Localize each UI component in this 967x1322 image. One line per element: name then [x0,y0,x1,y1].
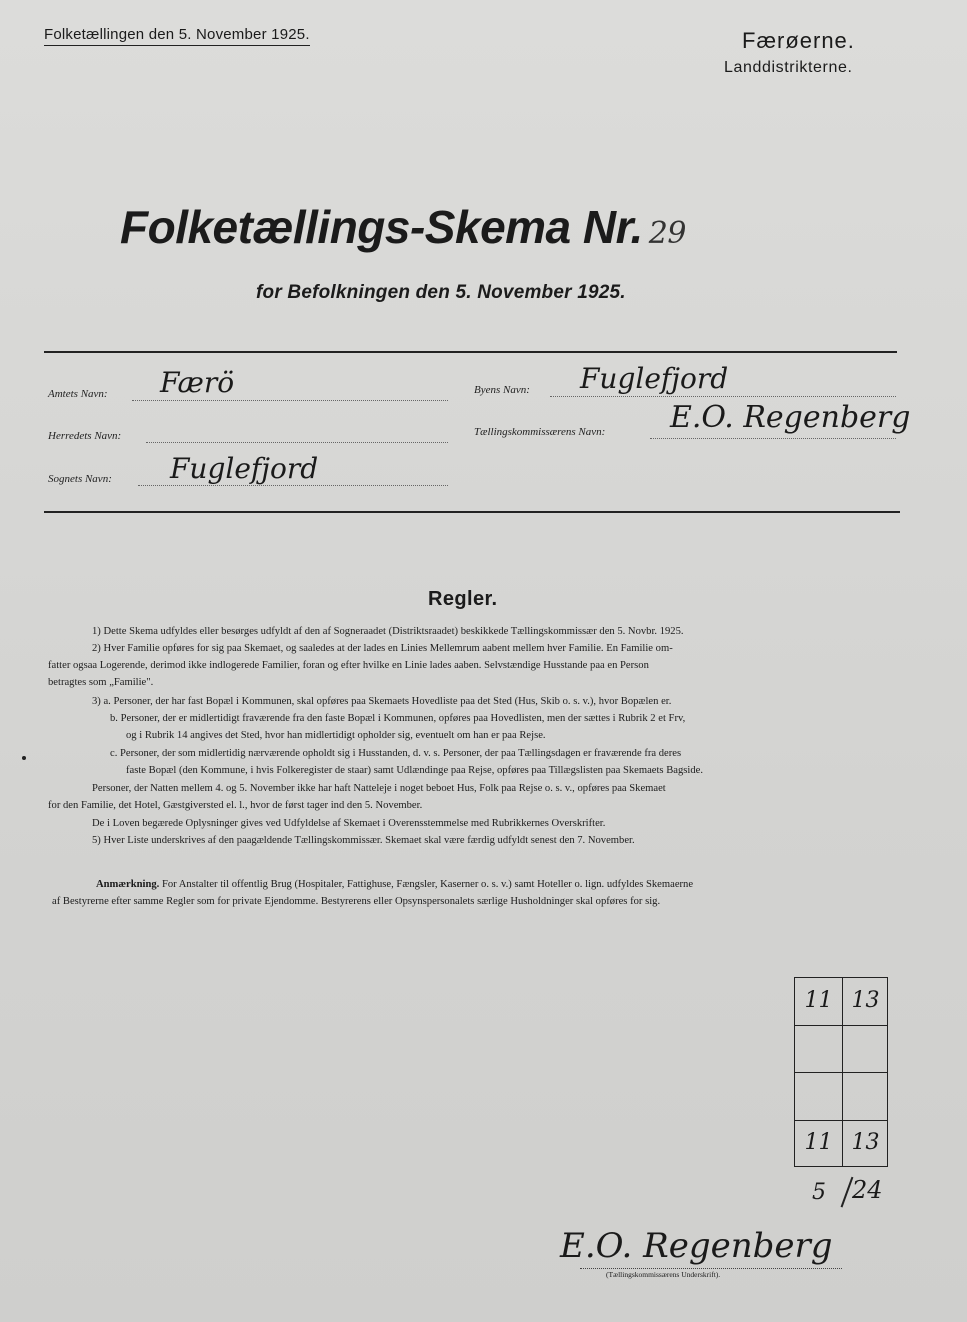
note-label: Anmærkning. [96,879,160,890]
by-label: Byens Navn: [474,384,530,396]
kommissaer-value: E.O. Regenberg [670,400,911,435]
margin-dot [22,756,26,760]
tally-row1-left: 11 [804,988,833,1013]
kommissaer-label: Tællingskommissærens Navn: [474,426,606,438]
note-text-1: For Anstalter til offentlig Brug (Hospitaler, Fattighuse, Fængsler, Kaserner o. s. v.) samt Hoteller o. lign. udfyldes Skemaerne [161,879,694,890]
rule-line-6: b. Personer, der er midlertidigt fraværende fra den faste Bopæl i Kommunen, opføres paa Hovedlisten, men der sættes i Rubrik 2 et Frv, [110,713,686,724]
rule-line-12: De i Loven begærede Oplysninger gives ved Udfyldelse af Skemaet i Overensstemmelse med Rubrikkernes Overskrifter. [92,818,606,829]
tally-total-left: 5 [812,1180,826,1205]
rule-line-3: fatter ogsaa Logerende, derimod ikke indlogerede Familier, foran og efter hvilke en Linie lades aaben. Selvstændige Husstande paa en Person [48,660,649,671]
by-line [550,396,896,397]
signature: E.O. Regenberg [560,1226,833,1266]
rule-line-7: og i Rubrik 14 angives det Sted, hvor han midlertidigt opholder sig, eventuelt om han er paa Rejse. [126,730,546,741]
top-divider [44,351,897,353]
herred-line [146,442,448,443]
tally-row-line-2 [795,1072,887,1073]
amt-line [132,400,448,401]
form-title [120,200,686,254]
by-value: Fuglefjord [580,362,729,395]
rule-line-11: for den Familie, det Hotel, Gæstgiversted el. l., hvor de først tager ind den 5. November. [48,800,423,811]
sogn-value: Fuglefjord [170,452,319,485]
tally-box [794,977,888,1167]
form-title-text: Folketællings-Skema Nr. [120,201,643,253]
sogn-label: Sognets Navn: [48,473,112,485]
subregion-title: Landdistrikterne. [724,59,853,76]
form-number: 29 [648,216,686,251]
rules-heading: Regler. [428,588,498,610]
rule-line-10: Personer, der Natten mellem 4. og 5. November ikke har haft Natteleje i noget beboet Hus, Folk paa Rejse o. s. v., opføres paa Skemaet [92,783,666,794]
region-title: Færøerne. [742,28,855,53]
rule-line-5: 3) a. Personer, der har fast Bopæl i Kommunen, skal opføres paa Skemaets Hovedliste paa det Sted (Hus, Skib o. s. v.), hvor Bopælen er. [92,696,672,707]
bottom-divider [44,511,900,513]
rule-line-13: 5) Hver Liste underskrives af den paagældende Tællingskommissær. Skemaet skal være færdig udfyldt senest den 7. November. [92,835,635,846]
rule-line-8: c. Personer, der som midlertidig nærværende opholdt sig i Husstanden, d. v. s. Personer, der paa Tællingsdagen er fraværende fra deres [110,748,682,759]
tally-row-line-3 [795,1120,887,1121]
rule-line-2: 2) Hver Familie opføres for sig paa Skemaet, og saaledes at der lades en Linies Mellemrum aabent mellem hver Familie. En Familie om- [92,643,673,654]
rule-line-9: faste Bopæl (den Kommune, i hvis Folkeregister de staar) samt Udlændinge paa Rejse, opføres paa Tillægslisten paa Skemaets Bagside. [126,765,703,776]
tally-row4-left: 11 [804,1130,833,1155]
signature-line [580,1268,842,1269]
census-date-header: Folketællingen den 5. November 1925. [44,26,310,46]
note-line-2: af Bestyrerne efter samme Regler som for private Ejendomme. Bestyrerens eller Opsynspersonalets særlige Husholdninger skal opføres for sig. [52,896,661,907]
rule-line-4: betragtes som „Familie". [48,677,154,688]
note-line-1 [96,876,693,893]
rule-line-1: 1) Dette Skema udfyldes eller besørges udfyldt af den af Sogneraadet (Distriktsraadet) beskikkede Tællingskommissær den 5. Novbr. 1925. [92,626,684,637]
sogn-line [138,485,448,486]
tally-row-line-1 [795,1025,887,1026]
amt-label: Amtets Navn: [48,388,108,400]
tally-total-right: 24 [852,1176,883,1204]
herred-label: Herredets Navn: [48,430,122,442]
signature-caption: (Tællingskommissærens Underskrift). [606,1270,721,1279]
tally-row4-right: 13 [851,1130,880,1155]
tally-row1-right: 13 [851,988,880,1013]
amt-value: Færö [160,366,235,399]
form-subtitle: for Befolkningen den 5. November 1925. [256,282,626,303]
kommissaer-line [650,438,896,439]
